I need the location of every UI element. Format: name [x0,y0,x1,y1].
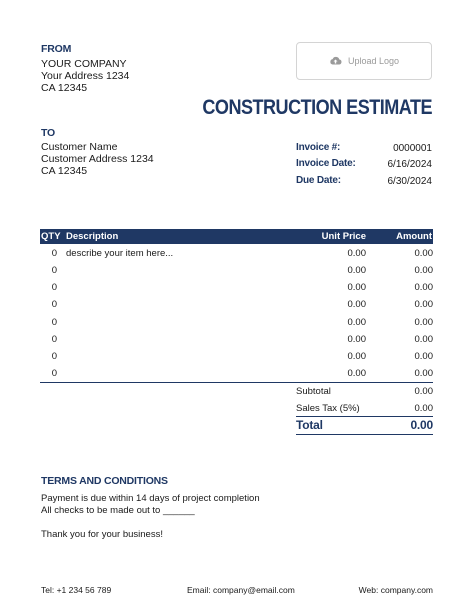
header-qty: QTY [41,231,61,242]
row-qty[interactable]: 0 [51,299,57,310]
upload-logo-label: Upload Logo [347,56,400,66]
row-unit-price[interactable]: 0.00 [347,351,366,362]
subtotal-label: Subtotal [296,386,331,397]
header-unit-price: Unit Price [321,231,366,242]
table-row[interactable] [40,349,433,366]
customer-address: Customer Address 1234 [41,153,154,165]
row-amount: 0.00 [414,368,433,379]
invoice-date-label: Invoice Date: [296,158,356,169]
row-amount: 0.00 [414,248,433,259]
row-description[interactable]: describe your item here... [66,248,174,259]
table-row[interactable] [40,332,433,349]
row-unit-price[interactable]: 0.00 [347,334,366,345]
row-amount: 0.00 [414,282,433,293]
row-amount: 0.00 [414,299,433,310]
due-date-label: Due Date: [296,175,341,186]
row-amount: 0.00 [414,351,433,362]
terms-line-2: All checks to be made out to ______ [41,505,195,516]
table-row[interactable] [40,366,433,383]
table-row[interactable] [40,246,433,263]
row-qty[interactable]: 0 [51,317,57,328]
due-date-value: 6/30/2024 [387,176,432,187]
row-qty[interactable]: 0 [51,248,57,259]
row-qty[interactable]: 0 [51,265,57,276]
to-label: TO [41,127,55,139]
sales-tax-value: 0.00 [414,403,433,414]
from-company: YOUR COMPANY [41,58,127,70]
table-row[interactable] [40,297,433,314]
row-unit-price[interactable]: 0.00 [347,317,366,328]
total-value: 0.00 [410,418,433,432]
total-label: Total [296,418,323,432]
table-row[interactable] [40,263,433,280]
upload-logo-button[interactable] [296,42,432,80]
table-row[interactable] [40,280,433,297]
invoice-number-label: Invoice #: [296,142,341,153]
total-top-rule [296,416,433,417]
from-address: Your Address 1234 [41,70,130,82]
customer-name: Customer Name [41,141,118,153]
cloud-upload-icon [329,55,342,68]
row-amount: 0.00 [414,317,433,328]
row-unit-price[interactable]: 0.00 [347,299,366,310]
items-table-header [40,229,433,244]
customer-city: CA 12345 [41,165,88,177]
total-bottom-rule [296,434,433,435]
footer-email: Email: company@email.com [187,585,295,595]
row-qty[interactable]: 0 [51,334,57,345]
invoice-date-value: 6/16/2024 [387,159,432,170]
document-title: CONSTRUCTION ESTIMATE [202,96,432,119]
terms-title: TERMS AND CONDITIONS [41,475,168,487]
row-qty[interactable]: 0 [51,351,57,362]
row-unit-price[interactable]: 0.00 [347,265,366,276]
row-qty[interactable]: 0 [51,368,57,379]
row-unit-price[interactable]: 0.00 [347,282,366,293]
row-unit-price[interactable]: 0.00 [347,248,366,259]
table-bottom-rule [40,382,433,383]
sales-tax-label: Sales Tax (5%) [296,403,360,414]
header-amount: Amount [396,231,432,242]
footer-web: Web: company.com [358,585,433,595]
subtotal-value: 0.00 [414,386,433,397]
invoice-number-value: 0000001 [393,143,432,154]
footer-tel: Tel: +1 234 56 789 [41,585,112,595]
header-description: Description [66,231,119,242]
row-unit-price[interactable]: 0.00 [347,368,366,379]
from-city: CA 12345 [41,82,88,94]
thank-you-note: Thank you for your business! [41,529,163,540]
row-qty[interactable]: 0 [51,282,57,293]
table-row[interactable] [40,315,433,332]
row-amount: 0.00 [414,265,433,276]
terms-line-1: Payment is due within 14 days of project completion [41,493,260,504]
from-label: FROM [41,43,72,55]
row-amount: 0.00 [414,334,433,345]
